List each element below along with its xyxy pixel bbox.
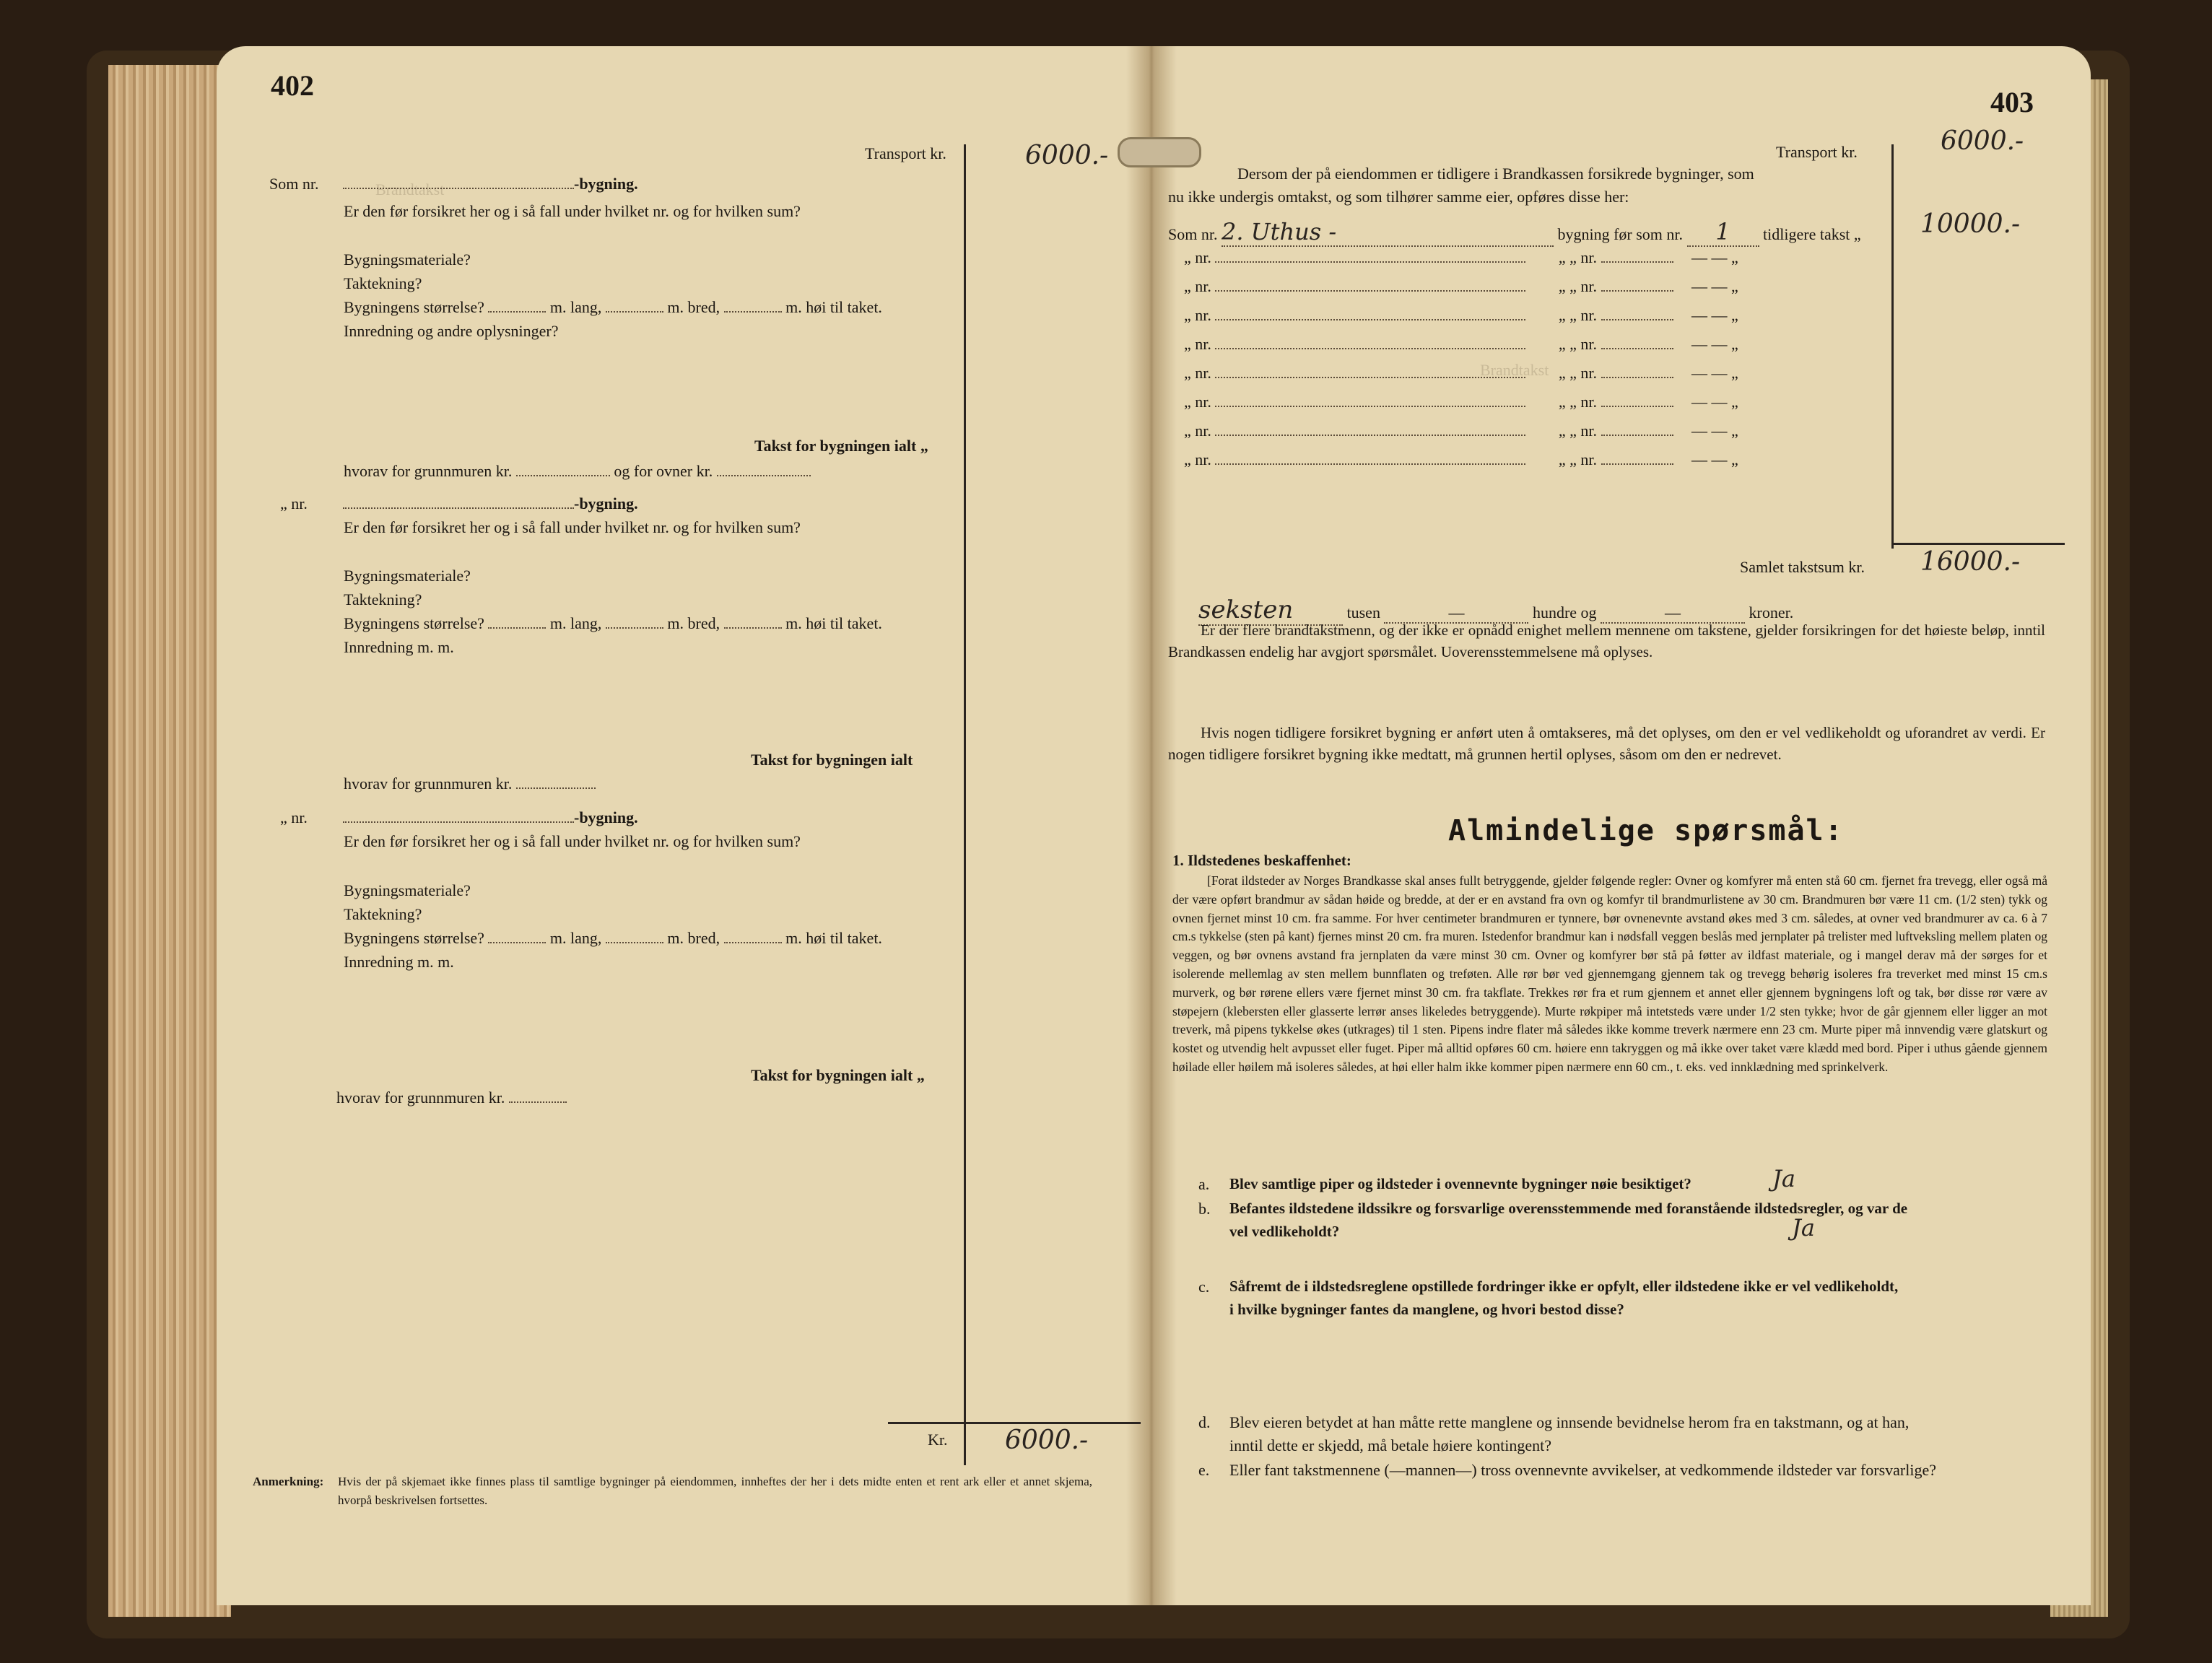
roof-label: Taktekning? <box>344 274 422 292</box>
samlet-value: 16000.- <box>1920 547 2021 577</box>
question-c: Såfremt de i ildstedsreglene opstillede fordringer ikke er opfylt, eller ildstedene ikke er vel vedlikeholdt, <box>1229 1278 1899 1295</box>
transport-label: Transport kr. <box>1776 143 1858 161</box>
question-d: Blev eieren betydet at han måtte rette manglene og innsende bevidnelse herom fra en takstmann, og at han, <box>1229 1413 1910 1431</box>
material-label: Bygningsmateriale? <box>344 881 471 899</box>
foundation-row: hvorav for grunnmuren kr. og for ovner kr. <box>344 462 811 481</box>
total-rule <box>888 1422 1141 1424</box>
prior-row: „ nr. „ „ nr. — — „ <box>1184 422 1738 440</box>
transport-value: 6000.- <box>1025 141 1109 170</box>
insured-question: Er den før forsikret her og i så fall under hvilket nr. og for hvilken sum? <box>344 202 801 220</box>
intro-line: nu ikke undergis omtakst, og som tilhører samme eier, opføres disse her: <box>1168 188 1629 206</box>
prior-row: „ nr. „ „ nr. — — „ <box>1184 277 1738 295</box>
binding-string <box>1118 137 1201 167</box>
building-line: -bygning. <box>343 808 638 827</box>
question-b: Befantes ildstedene ildssikre og forsvarlige overensstemmende med foranstående ildstedsregler, og var de <box>1229 1200 1908 1217</box>
insured-question: Er den før forsikret her og i så fall under hvilket nr. og for hvilken sum? <box>344 832 801 850</box>
question-a: Blev samtlige piper og ildsteder i ovennevnte bygninger nøie besiktiget? <box>1229 1175 1691 1192</box>
size-row: Bygningens størrelse? m. lang, m. bred, m. høi til taket. <box>344 614 882 632</box>
page-edges-left <box>108 65 231 1617</box>
book-gutter <box>1126 46 1177 1605</box>
section-heading: Almindelige spørsmål: <box>1448 814 1844 847</box>
question-e-letter: e. <box>1198 1461 1210 1479</box>
kr-value: 6000.- <box>1005 1426 1089 1455</box>
interior-label: Innredning m. m. <box>344 638 454 656</box>
building-prefix: „ nr. <box>280 808 308 826</box>
bleed-through-text: Brandtakst <box>1480 361 1549 379</box>
question-b-letter: b. <box>1198 1200 1211 1218</box>
amount-column-rule <box>1891 144 1894 549</box>
roof-label: Taktekning? <box>344 590 422 608</box>
sum-rule <box>1891 543 2065 545</box>
question-b-cont: vel vedlikeholdt? <box>1229 1223 1340 1240</box>
intro-line: Dersom der på eiendommen er tidligere i Brandkassen forsikrede bygninger, som <box>1237 165 1754 183</box>
prior-row: „ nr. „ „ nr. — — „ <box>1184 364 1738 382</box>
question-c-letter: c. <box>1198 1278 1210 1296</box>
roof-label: Taktekning? <box>344 905 422 923</box>
prior-row: „ nr. „ „ nr. — — „ <box>1184 248 1738 266</box>
page-number: 403 <box>1990 86 2034 118</box>
prior-row: „ nr. „ „ nr. — — „ <box>1184 335 1738 353</box>
material-label: Bygningsmateriale? <box>344 250 471 269</box>
question-a-letter: a. <box>1198 1175 1210 1193</box>
answer-a: Ja <box>1772 1165 1795 1192</box>
fireplace-rules: [Forat ildsteder av Norges Brandkasse skal anses fullt betryggende, gjelder følgende regler: Ovner og komfyrer må enten stå 60 cm. fjernet fra trevegg, eller også må der være opført brandmur av sådan høide og bredde, at der er en avstand fra ovn og komfyr til brandmurlistene av 30 cm. Brandmuren bør være 11 cm. (1/2 sten) tykk og ovnen fjernet minst 10 cm. fra samme. For hver centimeter brandmuren er tynnere, bør ovnenevnte avstand økes med 3 cm. således, at ovner ved brandmurer av ca. 6 à 7 cm.s tykkelse (sten på kant) fjernes minst 20 cm. fra muren. Istedenfor brandmur kan i nødsfall veggen beslås med jernplater på trelister med luftveksling mellem platen og veggen, og bør ovnens avstand fra jernplaten da være minst 30 cm. Ovner og komfyrer bør stå på føtter av ildfast materiale, og i mangel derav må der sørges for et isolerende mellemlag av sten mellem bunnflaten og treføten. Alle rør bør ved gjennemgang gjennem tak og trevegg behørig isoleres fra treverket med minst 15 cm.s murverk, og bør rørene ellers være fjernet minst 30 cm. fra takflate. Trekkes rør fra et rum gjennem et annet eller gjennem bygningens loft og tak, bør disse rør være av støpejern (klebersten eller glasserte lerrør anses likeledes betryggende). Murte røkpiper må intetsteds være under 1/2 sten tykke; hvor de går gjennem eller ligger an mot treverk, må pipens tykkelse økes (utkrages) til 1 sten. Pipens indre flater må således ikke komme treverk nærmere enn 23 cm. Murte piper må innvendig være glatskurt og kostet og utvendig helt avpusset eller fuget. Piper må alltid opføres 60 cm. høiere enn takryggen og må ikke over taket være klædd med bord. Piper i uthus gående gjennem høilade eller høilem må isoleres således, at høi eller halm ikke kommer pipen nærmere enn 60 cm., t. eks. ved innklædning med sprinkelverk. <box>1172 873 2047 1074</box>
question-e: Eller fant takstmennene (—mannen—) tross ovennevnte avvikelser, at vedkommende ildsteder var forsvarlige? <box>1229 1461 1936 1479</box>
amount-in-words: seksten tusen — hundre og — kroner. <box>1198 595 1794 624</box>
total-label: Takst for bygningen ialt „ <box>751 1066 925 1084</box>
building-prefix: Som nr. <box>269 175 319 193</box>
handwritten-thousands: seksten <box>1198 595 1294 624</box>
note-text: Hvis der på skjemaet ikke finnes plass til samtlige bygninger på eiendommen, innheftes der her i dets midte enten et rent ark eller et annet skjema, hvorpå beskrivelsen fortsettes. <box>338 1475 1092 1507</box>
prior-row: „ nr. „ „ nr. — — „ <box>1184 393 1738 411</box>
interior-label: Innredning m. m. <box>344 953 454 971</box>
question-d-cont: inntil dette er skjedd, må betale høiere kontingent? <box>1229 1436 1551 1454</box>
prior-building-name: 2. Uthus - <box>1221 218 1337 245</box>
prior-row: „ nr. „ „ nr. — — „ <box>1184 306 1738 324</box>
total-label: Takst for bygningen ialt „ <box>754 437 928 455</box>
paragraph-disagreement: Er der flere brandtakstmenn, og der ikke er opnådd enighet mellem mennene om takstene, gjelder forsikringen for det høieste beløp, inntil Brandkassen endelig har avgjort spørsmålet. Uoverensstemmelsene må oplyses. <box>1168 621 2045 660</box>
kr-label: Kr. <box>928 1431 948 1449</box>
building-line: -bygning. <box>343 175 638 193</box>
answer-b: Ja <box>1792 1214 1815 1241</box>
size-row: Bygningens størrelse? m. lang, m. bred, m. høi til taket. <box>344 929 882 947</box>
prior-row: „ nr. „ „ nr. — — „ <box>1184 450 1738 468</box>
total-label: Takst for bygningen ialt <box>751 751 913 769</box>
prior-building-row: Som nr. 2. Uthus - bygning før som nr. 1 tidligere takst „ <box>1168 218 1861 245</box>
section-title: 1. Ildstedenes beskaffenhet: <box>1172 852 1351 869</box>
building-line: -bygning. <box>343 494 638 513</box>
note-label: Anmerkning: <box>253 1475 324 1488</box>
interior-label: Innredning og andre oplysninger? <box>344 322 559 340</box>
building-prefix: „ nr. <box>280 494 308 512</box>
foundation-row: hvorav for grunnmuren kr. <box>336 1088 567 1107</box>
material-label: Bygningsmateriale? <box>344 567 471 585</box>
question-d-letter: d. <box>1198 1413 1211 1431</box>
page-number: 402 <box>271 69 314 102</box>
amount-column-rule <box>964 144 966 1465</box>
bleed-through-text: Brandtakst <box>375 180 445 198</box>
size-row: Bygningens størrelse? m. lang, m. bred, m. høi til taket. <box>344 298 882 316</box>
paragraph-prior-buildings: Hvis nogen tidligere forsikret bygning er anført uten å omtakseres, må det oplyses, om den er vel vedlikeholdt og uforandret av verdi. Er nogen tidligere forsikret bygning ikke medtatt, må grunnen hertil oplyses, såsom om den er nedrevet. <box>1168 724 2045 763</box>
prior-takst-value: 10000.- <box>1920 209 2021 239</box>
prior-building-nr: 1 <box>1715 218 1730 245</box>
foundation-row: hvorav for grunnmuren kr. <box>344 774 596 793</box>
insured-question: Er den før forsikret her og i så fall under hvilket nr. og for hvilken sum? <box>344 518 801 536</box>
transport-value: 6000.- <box>1941 126 2024 156</box>
transport-label: Transport kr. <box>865 144 946 162</box>
question-c-cont: i hvilke bygninger fantes da manglene, og hvori bestod disse? <box>1229 1301 1624 1318</box>
samlet-label: Samlet takstsum kr. <box>1740 558 1865 576</box>
